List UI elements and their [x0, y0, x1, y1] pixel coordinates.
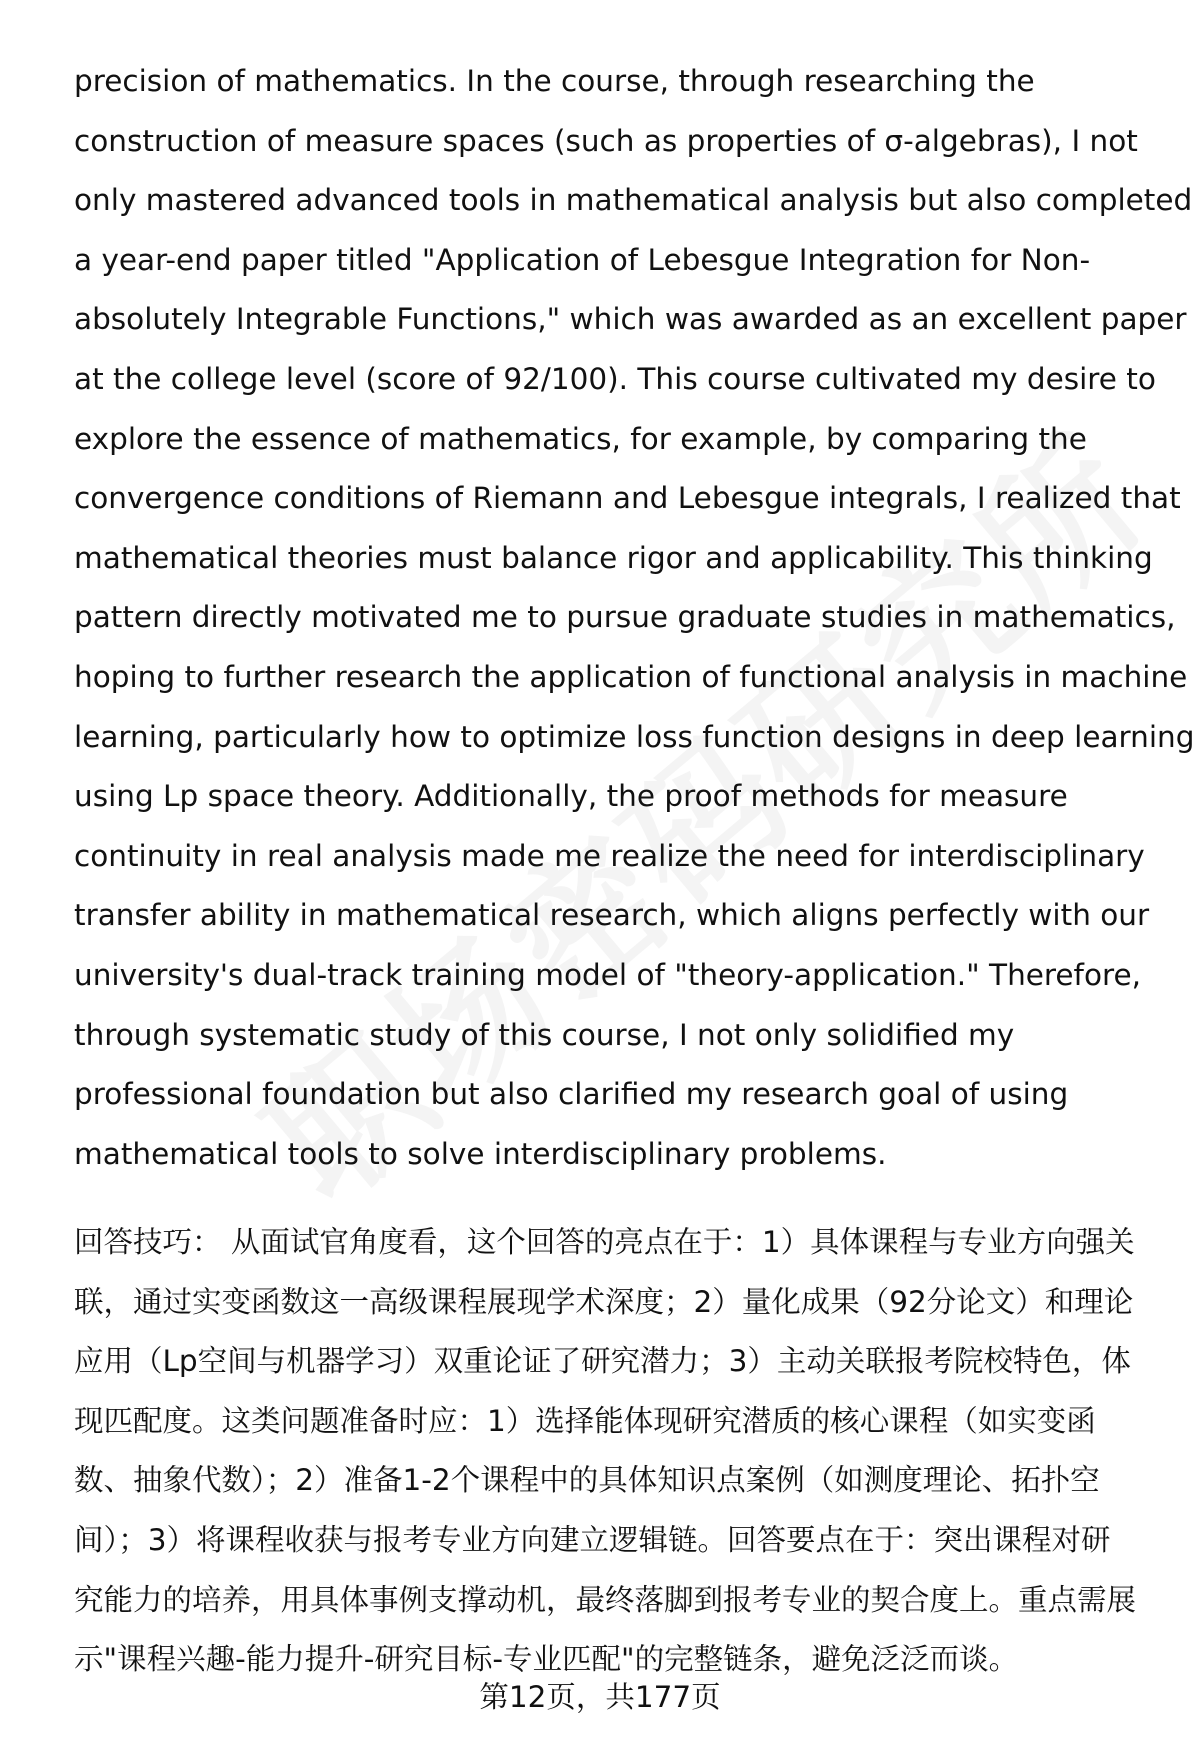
answer-tips-paragraph [74, 1213, 1154, 1690]
paragraph-line: learning, particularly how to optimize loss function designs in deep learning [74, 719, 1195, 754]
tips-line: 示"课程兴趣-能力提升-研究目标-专业匹配"的完整链条，避免泛泛而谈。 [74, 1642, 1019, 1677]
paragraph-line: a year-end paper titled "Application of Lebesgue Integration for Non- [74, 242, 1091, 277]
paragraph-line: pattern directly motivated me to pursue graduate studies in mathematics, [74, 600, 1176, 635]
paragraph-line: precision of mathematics. In the course, through researching the [74, 64, 1035, 98]
tips-line: 应用（Lp空间与机器学习）双重论证了研究潜力；3）主动关联报考院校特色，体 [74, 1344, 1131, 1379]
tips-line: 数、抽象代数）；2）准备1-2个课程中的具体知识点案例（如测度理论、拓扑空 [74, 1463, 1100, 1498]
tips-line: 联，通过实变函数这一高级课程展现学术深度；2）量化成果（92分论文）和理论 [74, 1284, 1134, 1319]
page-number: 第12页，共177页 [479, 1680, 721, 1714]
paragraph-line: mathematical tools to solve interdisciplinary problems. [74, 1136, 887, 1171]
paragraph-line: explore the essence of mathematics, for example, by comparing the [74, 421, 1087, 456]
answer-paragraph [74, 52, 1195, 1184]
paragraph-line: mathematical theories must balance rigor and applicability. This thinking [74, 540, 1153, 575]
tips-line: 现匹配度。这类问题准备时应：1）选择能体现研究潜质的核心课程（如实变函 [74, 1403, 1096, 1438]
tips-line: 究能力的培养，用具体事例支撑动机，最终落脚到报考专业的契合度上。重点需展 [74, 1582, 1137, 1617]
paragraph-line: absolutely Integrable Functions," which was awarded as an excellent paper [74, 302, 1187, 337]
paragraph-line: using Lp space theory. Additionally, the proof methods for measure [74, 779, 1068, 814]
paragraph-line: through systematic study of this course, I not only solidified my [74, 1017, 1015, 1052]
tips-line: 回答技巧： 从面试官角度看，这个回答的亮点在于：1）具体课程与专业方向强关 [74, 1225, 1135, 1259]
paragraph-line: at the college level (score of 92/100). This course cultivated my desire to [74, 361, 1156, 396]
paragraph-line: professional foundation but also clarified my research goal of using [74, 1077, 1069, 1112]
paragraph-line: only mastered advanced tools in mathematical analysis but also completed [74, 183, 1193, 218]
paragraph-line: convergence conditions of Riemann and Lebesgue integrals, I realized that [74, 481, 1181, 516]
paragraph-line: university's dual-track training model of "theory-application." Therefore, [74, 957, 1141, 992]
tips-line: 间）；3）将课程收获与报考专业方向建立逻辑链。回答要点在于：突出课程对研 [74, 1522, 1111, 1557]
paragraph-line: transfer ability in mathematical research, which aligns perfectly with our [74, 898, 1150, 933]
paragraph-line: construction of measure spaces (such as properties of σ-algebras), I not [74, 123, 1138, 158]
paragraph-line: continuity in real analysis made me realize the need for interdisciplinary [74, 838, 1145, 873]
paragraph-line: hoping to further research the application of functional analysis in machine [74, 659, 1188, 694]
